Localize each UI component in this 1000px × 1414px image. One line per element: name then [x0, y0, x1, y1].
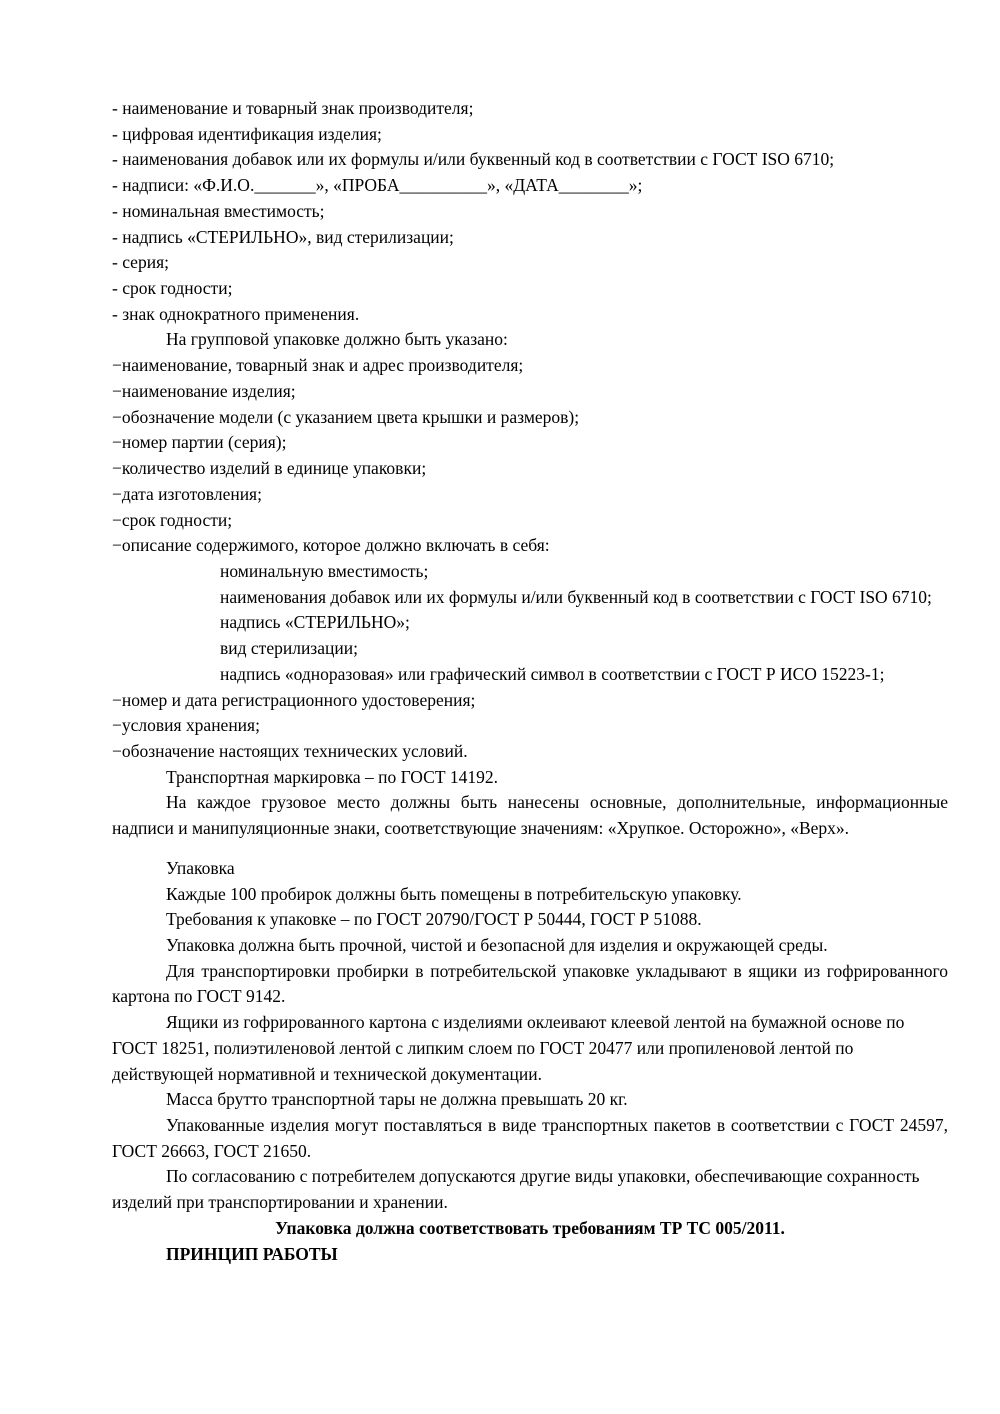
- text-line: номинальную вместимость;: [220, 560, 429, 581]
- text-line: −количество изделий в единице упаковки;: [112, 458, 427, 479]
- text-line: −наименование изделия;: [112, 380, 296, 401]
- paragraph-spacer: [112, 842, 948, 856]
- text-line: - наименование и товарный знак производителя;: [112, 98, 474, 118]
- text-line: −обозначение настоящих технических условий.: [112, 740, 468, 761]
- text-line: надпись «одноразовая» или графический символ в соответствии с ГОСТ Р ИСО 15223-1;: [220, 663, 885, 684]
- text-line: надпись «СТЕРИЛЬНО»;: [220, 612, 410, 633]
- text-line: - надписи: «Ф.И.О._______», «ПРОБА__________», «ДАТА________»;: [112, 175, 643, 196]
- section-title-principle-of-operation: Упаковка должна соответствовать требованиям ТР ТС 005/2011.: [275, 1217, 785, 1238]
- text-line: −наименование, товарный знак и адрес производителя;: [112, 355, 524, 376]
- text-line: - цифровая идентификация изделия;: [112, 123, 382, 144]
- text-line: Транспортная маркировка – по ГОСТ 14192.: [166, 766, 499, 787]
- text-line: Упакованные изделия могут поставляться в виде транспортных пакетов в соответствии с ГОСТ 24597, ГОСТ 26663, ГОСТ 21650.: [112, 1115, 953, 1161]
- text-line: На групповой упаковке должно быть указано:: [166, 329, 508, 350]
- text-line: - срок годности;: [112, 278, 233, 299]
- text-line: −номер и дата регистрационного удостоверения;: [112, 689, 476, 710]
- text-line: - знак однократного применения.: [112, 303, 360, 324]
- text-line: На каждое грузовое место должны быть нанесены основные, дополнительные, информационные надписи и манипуляционные знаки, соответствующие значениям: «Хрупкое. Осторожно», «Верх».: [112, 792, 953, 839]
- text-line: Масса брутто транспортной тары не должна превышать 20 кг.: [166, 1089, 628, 1110]
- text-line: Ящики из гофрированного картона с изделиями оклеивают клеевой лентой на бумажной основе по ГОСТ 18251, полиэтиленовой лентой с липким слоем по ГОСТ 20477 или пропиленовой лентой по действующей нормативной и технической документации.: [112, 1012, 909, 1084]
- text-line: Упаковка: [166, 857, 235, 878]
- text-line: Для транспортировки пробирки в потребительской упаковке укладывают в ящики из гофрированного картона по ГОСТ 9142.: [112, 960, 953, 1007]
- text-line: −дата изготовления;: [112, 483, 262, 504]
- text-line: вид стерилизации;: [220, 638, 358, 659]
- subsection-heading-principle: ПРИНЦИП РАБОТЫ: [166, 1243, 338, 1264]
- text-line: - номинальная вместимость;: [112, 200, 325, 221]
- text-line: - серия;: [112, 252, 169, 273]
- text-line: Требования к упаковке – по ГОСТ 20790/ГОСТ Р 50444, ГОСТ Р 51088.: [166, 909, 702, 930]
- text-line: −условия хранения;: [112, 715, 260, 736]
- text-line: Упаковка должна быть прочной, чистой и безопасной для изделия и окружающей среды.: [166, 935, 828, 955]
- document-body: [112, 96, 953, 1267]
- text-line: По согласованию с потребителем допускаются другие виды упаковки, обеспечивающие сохранность изделий при транспортировании и хранении.: [112, 1166, 924, 1213]
- text-line: −срок годности;: [112, 509, 233, 530]
- text-line: - надпись «СТЕРИЛЬНО», вид стерилизации;: [112, 226, 454, 247]
- text-line: −номер партии (серия);: [112, 432, 287, 453]
- text-line: −описание содержимого, которое должно включать в себя:: [112, 535, 550, 556]
- text-line: наименования добавок или их формулы и/или буквенный код в соответствии с ГОСТ ISO 6710;: [220, 586, 932, 607]
- text-line: - наименования добавок или их формулы и/или буквенный код в соответствии с ГОСТ ISO 6710;: [112, 149, 835, 170]
- text-line: −обозначение модели (с указанием цвета крышки и размеров);: [112, 406, 580, 427]
- text-line: Каждые 100 пробирок должны быть помещены в потребительскую упаковку.: [166, 883, 742, 904]
